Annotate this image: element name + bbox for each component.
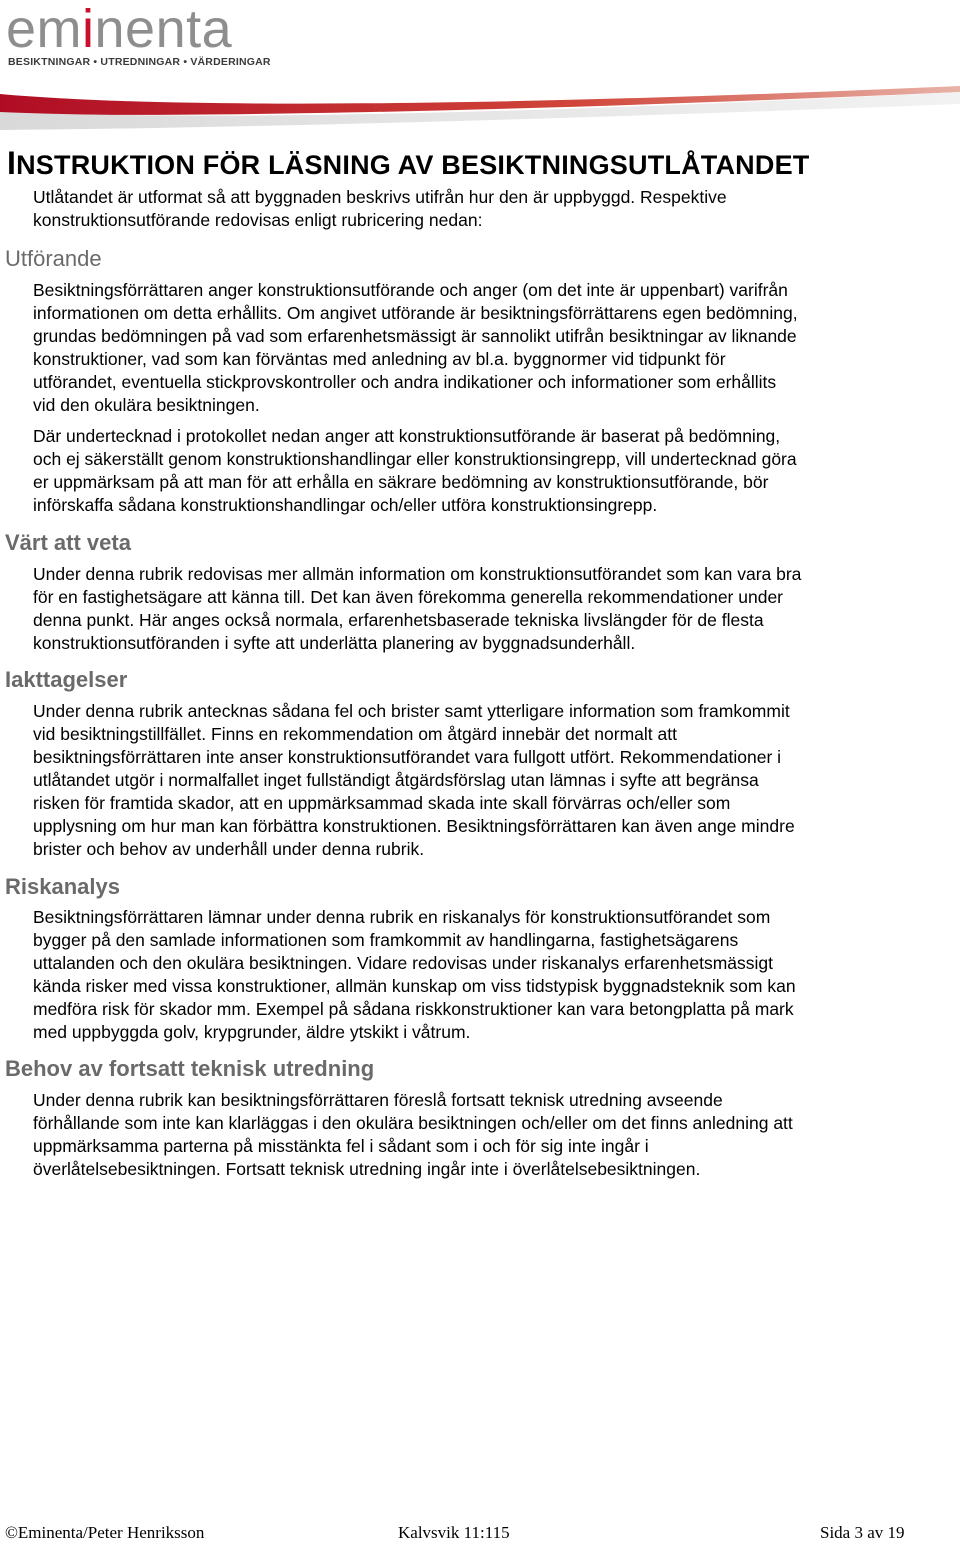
text-line: Under denna rubrik kan besiktningsförrättaren föreslå fortsatt teknisk utredning avseende [33, 1090, 723, 1110]
text-line: konstruktionsutföranden i syfte att underlätta planering av byggnadsunderhåll. [33, 633, 636, 653]
text-line: grundas bedömningen på vad som erfarenhetsmässigt är sannolikt utifrån besiktningar av liknande [33, 326, 797, 346]
riskanalys-paragraph [33, 906, 923, 1044]
company-logo [6, 0, 271, 72]
section-heading-riskanalys: Riskanalys [5, 874, 120, 899]
text-line: förhållande som inte kan klarläggas i den okulära besiktningen och/eller om det finns anledning att [33, 1113, 793, 1133]
logo-wordmark [6, 0, 233, 59]
header-swoosh-decoration [0, 82, 960, 130]
text-line: Besiktningsförrättaren lämnar under denna rubrik en riskanalys för konstruktionsutförandet som [33, 907, 771, 927]
section-heading-behov-av-utredning: Behov av fortsatt teknisk utredning [5, 1056, 375, 1081]
page-footer [0, 1523, 960, 1545]
text-line: konstruktioner, vad som kan förväntas med anledning av bl.a. byggnormer vid tidpunkt för [33, 349, 726, 369]
text-line: uppmärksamma parterna på misstänkta fel i sådant som i och för sig inte ingår i [33, 1136, 649, 1156]
utforande-paragraph-1 [33, 279, 923, 417]
text-line: Under denna rubrik redovisas mer allmän information om konstruktionsutförandet som kan vara bra [33, 564, 802, 584]
text-line: denna punkt. Här anges också normala, erfarenhetsbaserade tekniska livslängder för de flesta [33, 610, 764, 630]
footer-page-number: Sida 3 av 19 [820, 1523, 905, 1542]
text-line: brister och behov av underhåll under denna rubrik. [33, 839, 425, 859]
section-heading-iakttagelser: Iakttagelser [5, 667, 128, 692]
text-line: konstruktionsutförande redovisas enligt rubricering nedan: [33, 210, 483, 230]
logo-tagline: BESIKTNINGAR • UTREDNINGAR • VÄRDERINGAR [8, 56, 271, 68]
text-line: informationen om detta erhållits. Om angivet utförande är besiktningsförrättarens egen bedömning, [33, 303, 798, 323]
text-line: för en fastighetsägare att känna till. Det kan även förekomma generella rekommendationer under [33, 587, 784, 607]
text-line: utlåtandet utgör i normalfallet inget fullständigt åtgärdsförslag utan lämnas i syfte att begränsa [33, 770, 759, 790]
text-line: kända risker med vissa konstruktioner, allmän kunskap om viss tidstypisk byggnadsteknik som kan [33, 976, 796, 996]
text-line: överlåtelsebesiktningen. Fortsatt teknisk utredning ingår inte i överlåtelsebesiktningen. [33, 1159, 701, 1179]
text-line: införskaffa sådana konstruktionshandlingar och/eller utföra konstruktionsingrepp. [33, 495, 658, 515]
document-title [7, 145, 809, 182]
text-line: Där undertecknad i protokollet nedan anger att konstruktionsutförande är baserat på bedömning, [33, 426, 781, 446]
text-line: vid besiktningstillfället. Finns en rekommendation om åtgärd innebär det normalt att [33, 724, 677, 744]
text-line: med uppbyggda golv, krypgrunder, äldre ytskikt i våtrum. [33, 1022, 471, 1042]
text-line: risken för framtida skador, att en uppmärksammad skada inte skall förvärras och/eller som [33, 793, 731, 813]
text-line: Utlåtandet är utformat så att byggnaden beskrivs utifrån hur den är uppbyggd. Respektive [33, 187, 727, 207]
logo-part-em: em [6, 0, 83, 59]
intro-paragraph [33, 186, 923, 232]
vart-att-veta-paragraph [33, 563, 923, 655]
title-rest: NSTRUKTION FÖR LÄSNING AV BESIKTNINGSUTLÅTANDET [16, 150, 810, 180]
iakttagelser-paragraph [33, 700, 923, 861]
footer-property: Kalvsvik 11:115 [398, 1523, 510, 1542]
text-line: utförandet, eventuella stickprovskontroller och andra indikationer och informationer som erhållits [33, 372, 777, 392]
text-line: medföra risk för skador mm. Exempel på sådana riskkonstruktioner kan vara betongplatta på mark [33, 999, 794, 1019]
title-initial: I [7, 145, 17, 181]
text-line: Under denna rubrik antecknas sådana fel och brister samt ytterligare information som framkommit [33, 701, 790, 721]
text-line: er uppmärksam på att man för att erhålla en säkrare bedömning av konstruktionsutförande, bör [33, 472, 769, 492]
behov-av-utredning-paragraph [33, 1089, 923, 1181]
text-line: uttalanden och den okulära besiktningen. Vidare redovisas under riskanalys erfarenhetsmässigt [33, 953, 773, 973]
text-line: bygger på den samlade informationen som framkommit av handlingarna, fastighetsägarens [33, 930, 739, 950]
text-line: besiktningsförrättaren inte anser konstruktionsutförandet vara fullgott utfört. Rekommendationer i [33, 747, 782, 767]
footer-copyright: ©Eminenta/Peter Henriksson [5, 1523, 205, 1542]
logo-part-i: i [82, 0, 95, 59]
section-heading-vart-att-veta: Värt att veta [5, 530, 131, 555]
section-heading-utforande: Utförande [5, 246, 102, 271]
text-line: vid den okulära besiktningen. [33, 395, 260, 415]
logo-part-nenta: nenta [94, 0, 233, 59]
text-line: upplysning om hur man kan förbättra konstruktionen. Besiktningsförrättaren kan även ange mindre [33, 816, 795, 836]
text-line: och ej säkerställt genom konstruktionshandlingar eller konstruktionsingrepp, vill undertecknad göra [33, 449, 797, 469]
text-line: Besiktningsförrättaren anger konstruktionsutförande och anger (om det inte är uppenbart) varifrån [33, 280, 788, 300]
utforande-paragraph-2 [33, 425, 923, 517]
